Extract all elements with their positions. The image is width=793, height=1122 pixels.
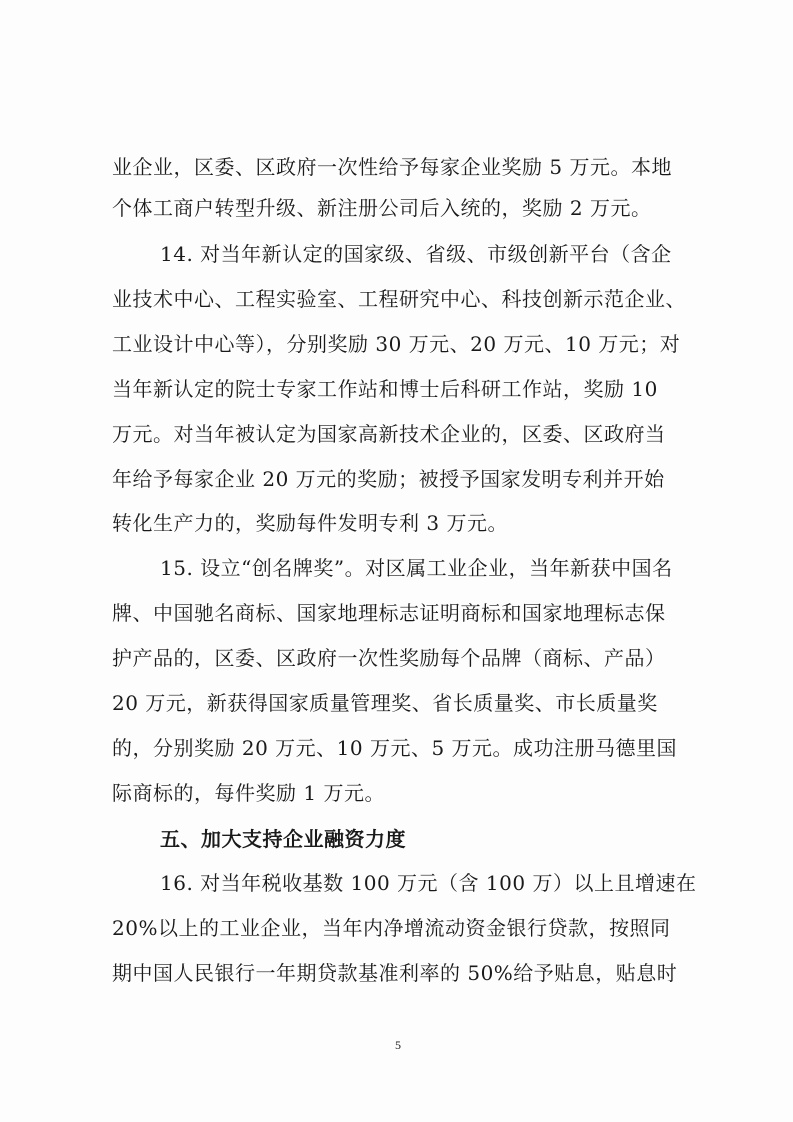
page-number: 5 (395, 1038, 401, 1052)
text-line: 年给予每家企业 20 万元的奖励；被授予国家发明专利并开始 (112, 467, 665, 491)
text-line: 护产品的，区委、区政府一次性奖励每个品牌（商标、产品） (112, 646, 666, 670)
text-line: 际商标的，每件奖励 1 万元。 (112, 781, 385, 805)
text-line: 期中国人民银行一年期贷款基准利率的 50%给予贴息，贴息时 (112, 961, 678, 985)
text-line: 14. 对当年新认定的国家级、省级、市级创新平台（含企 (160, 242, 672, 266)
text-line: 万元。对当年被认定为国家高新技术企业的，区委、区政府当 (112, 422, 666, 446)
text-line: 个体工商户转型升级、新注册公司后入统的，奖励 2 万元。 (112, 196, 652, 220)
text-line: 牌、中国驰名商标、国家地理标志证明商标和国家地理标志保 (112, 601, 666, 625)
text-line: 业企业，区委、区政府一次性给予每家企业奖励 5 万元。本地 (112, 155, 672, 179)
text-line: 业技术中心、工程实验室、工程研究中心、科技创新示范企业、 (112, 287, 686, 311)
section-heading: 五、加大支持企业融资力度 (160, 827, 406, 851)
text-line: 20 万元，新获得国家质量管理奖、省长质量奖、市长质量奖 (112, 691, 658, 715)
text-line: 当年新认定的院士专家工作站和博士后科研工作站，奖励 10 (112, 377, 658, 401)
text-line: 15. 设立“创名牌奖”。对区属工业企业，当年新获中国名 (160, 556, 673, 580)
text-line: 的，分别奖励 20 万元、10 万元、5 万元。成功注册马德里国 (112, 736, 678, 760)
text-line: 16. 对当年税收基数 100 万元（含 100 万）以上且增速在 (160, 871, 697, 895)
text-line: 工业设计中心等），分别奖励 30 万元、20 万元、10 万元；对 (112, 332, 681, 356)
text-line: 20%以上的工业企业，当年内净增流动资金银行贷款，按照同 (112, 916, 671, 940)
text-line: 转化生产力的，奖励每件发明专利 3 万元。 (112, 511, 508, 535)
